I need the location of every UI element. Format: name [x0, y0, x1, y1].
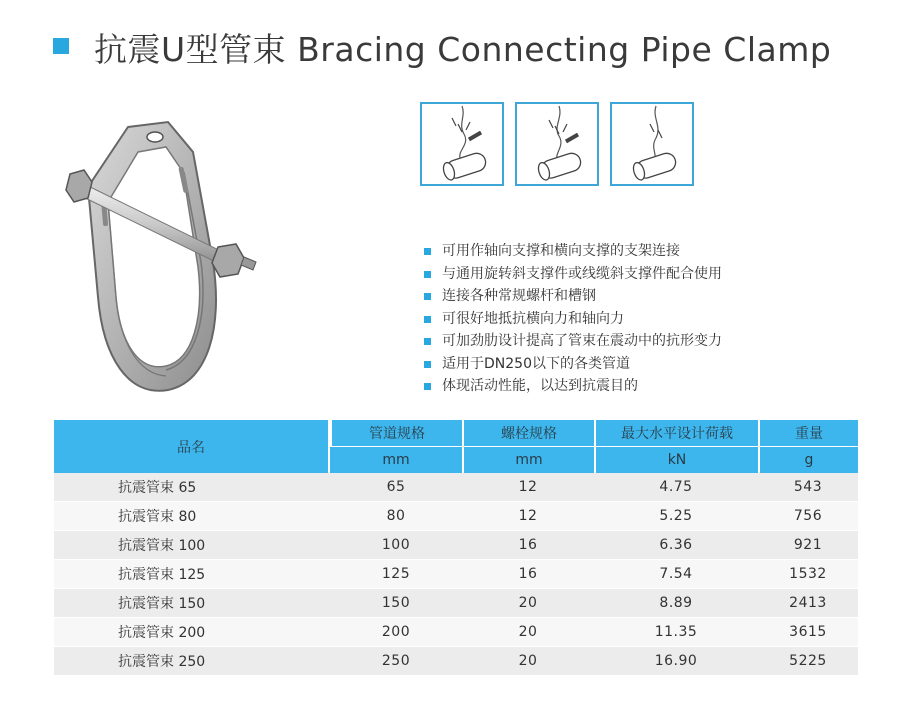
header-pipe-spec: 管道规格 [330, 420, 462, 446]
weight-cell: 921 [758, 531, 858, 560]
title-marker-square [53, 38, 69, 54]
feature-item: 体现活动性能，以达到抗震目的 [424, 375, 722, 398]
pipe-clamp-illustration [58, 112, 288, 402]
product-name-cell: 抗震管束 250 [54, 647, 330, 676]
bolt-spec-cell: 20 [462, 647, 594, 676]
bolt-spec-cell: 12 [462, 502, 594, 531]
product-name-cell: 抗震管束 80 [54, 502, 330, 531]
page-title: 抗震U型管束 Bracing Connecting Pipe Clamp [94, 30, 832, 69]
product-name-cell: 抗震管束 65 [54, 473, 330, 502]
max-load-cell: 5.25 [594, 502, 758, 531]
pipe-spec-cell: 200 [330, 618, 462, 647]
bolt-spec-cell: 12 [462, 473, 594, 502]
table-row [54, 531, 858, 560]
max-load-cell: 6.36 [594, 531, 758, 560]
pipe-spec-cell: 250 [330, 647, 462, 676]
weight-cell: 5225 [758, 647, 858, 676]
bullet-square-icon [424, 361, 431, 368]
header-weight: 重量 [758, 420, 858, 446]
feature-item: 可用作轴向支撑和横向支撑的支架连接 [424, 240, 722, 263]
feature-item: 连接各种常规螺杆和槽钢 [424, 285, 722, 308]
installation-diagram-icon [517, 104, 597, 184]
table-row [54, 473, 858, 502]
bolt-spec-cell: 16 [462, 531, 594, 560]
max-load-cell: 16.90 [594, 647, 758, 676]
weight-cell: 543 [758, 473, 858, 502]
pipe-spec-cell: 65 [330, 473, 462, 502]
product-name-cell: 抗震管束 100 [54, 531, 330, 560]
bolt-spec-cell: 20 [462, 589, 594, 618]
unit-pipe: mm [330, 446, 462, 473]
product-image [58, 112, 288, 402]
bullet-square-icon [424, 248, 431, 255]
weight-cell: 756 [758, 502, 858, 531]
product-name-cell: 抗震管束 125 [54, 560, 330, 589]
weight-cell: 3615 [758, 618, 858, 647]
product-name-cell: 抗震管束 150 [54, 589, 330, 618]
installation-thumb-2 [515, 102, 599, 186]
bullet-square-icon [424, 383, 431, 390]
table-row [54, 589, 858, 618]
feature-item: 适用于DN250以下的各类管道 [424, 353, 722, 376]
unit-weight: g [758, 446, 858, 473]
bolt-spec-cell: 16 [462, 560, 594, 589]
product-name-cell: 抗震管束 200 [54, 618, 330, 647]
unit-load: kN [594, 446, 758, 473]
pipe-spec-cell: 80 [330, 502, 462, 531]
installation-thumb-3 [610, 102, 694, 186]
max-load-cell: 4.75 [594, 473, 758, 502]
max-load-cell: 11.35 [594, 618, 758, 647]
table-body [54, 473, 858, 676]
spec-table [54, 420, 858, 676]
bullet-square-icon [424, 271, 431, 278]
table-row [54, 618, 858, 647]
bullet-square-icon [424, 338, 431, 345]
pipe-spec-cell: 100 [330, 531, 462, 560]
installation-thumb-1 [420, 102, 504, 186]
feature-item: 可很好地抵抗横向力和轴向力 [424, 308, 722, 331]
header-max-load: 最大水平设计荷载 [594, 420, 758, 446]
bullet-square-icon [424, 316, 431, 323]
header-product-name: 品名 [54, 420, 330, 473]
max-load-cell: 8.89 [594, 589, 758, 618]
feature-item: 可加劲肋设计提高了管束在震动中的抗形变力 [424, 330, 722, 353]
table-row [54, 647, 858, 676]
weight-cell: 1532 [758, 560, 858, 589]
feature-item: 与通用旋转斜支撑件或线缆斜支撑件配合使用 [424, 263, 722, 286]
installation-diagram-icon [422, 104, 502, 184]
header-bolt-spec: 螺栓规格 [462, 420, 594, 446]
installation-diagram-icon [612, 104, 692, 184]
table-header-row [54, 420, 858, 446]
max-load-cell: 7.54 [594, 560, 758, 589]
weight-cell: 2413 [758, 589, 858, 618]
feature-list [424, 240, 722, 398]
unit-bolt: mm [462, 446, 594, 473]
bolt-spec-cell: 20 [462, 618, 594, 647]
bullet-square-icon [424, 293, 431, 300]
pipe-spec-cell: 125 [330, 560, 462, 589]
table-row [54, 502, 858, 531]
pipe-spec-cell: 150 [330, 589, 462, 618]
table-row [54, 560, 858, 589]
